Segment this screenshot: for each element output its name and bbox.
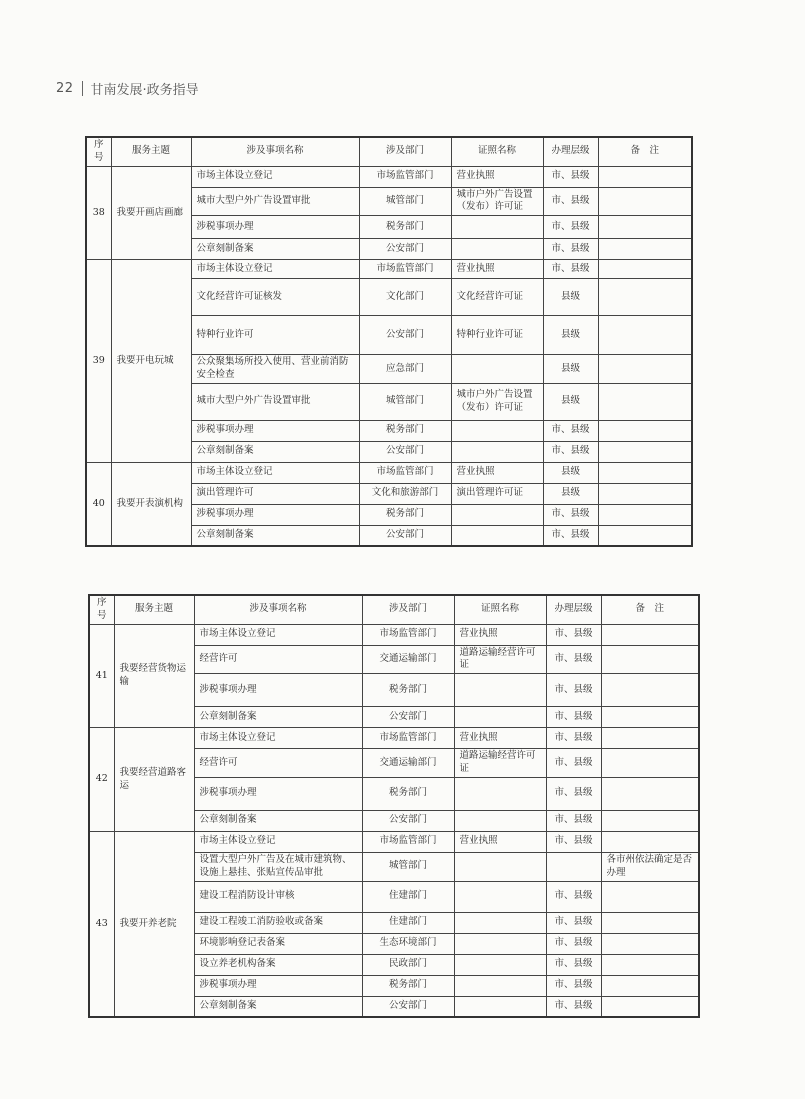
remark bbox=[601, 881, 699, 912]
license-name bbox=[454, 881, 546, 912]
item-name: 公章刻制备案 bbox=[191, 525, 359, 546]
remark bbox=[598, 525, 692, 546]
license-name: 城市户外广告设置（发布）许可证 bbox=[451, 187, 543, 216]
row-number: 40 bbox=[86, 462, 111, 546]
handling-level: 市、县级 bbox=[546, 749, 601, 778]
department: 市场监管部门 bbox=[359, 462, 451, 483]
item-name: 城市大型户外广告设置审批 bbox=[191, 187, 359, 216]
handling-level: 市、县级 bbox=[546, 777, 601, 810]
service-topic: 我要开表演机构 bbox=[111, 462, 191, 546]
page-header bbox=[56, 79, 199, 98]
department: 文化部门 bbox=[359, 279, 451, 316]
department: 应急部门 bbox=[359, 355, 451, 384]
header-col-license: 证照名称 bbox=[451, 137, 543, 166]
item-name: 市场主体设立登记 bbox=[191, 462, 359, 483]
license-name bbox=[451, 504, 543, 525]
table-row bbox=[86, 166, 692, 187]
license-name bbox=[454, 852, 546, 881]
table-row bbox=[89, 728, 699, 749]
item-name: 环境影响登记表备案 bbox=[194, 933, 362, 954]
row-number: 38 bbox=[86, 166, 111, 260]
license-name: 营业执照 bbox=[454, 624, 546, 645]
department: 税务部门 bbox=[362, 777, 454, 810]
department: 税务部门 bbox=[362, 975, 454, 996]
handling-level: 县级 bbox=[543, 316, 598, 355]
license-name bbox=[454, 674, 546, 707]
table-row bbox=[89, 831, 699, 852]
license-name bbox=[454, 810, 546, 831]
handling-level: 市、县级 bbox=[543, 525, 598, 546]
department: 市场监管部门 bbox=[362, 624, 454, 645]
license-name bbox=[451, 239, 543, 260]
service-table-1 bbox=[85, 136, 693, 547]
item-name: 公章刻制备案 bbox=[194, 996, 362, 1017]
header-col-dept: 涉及部门 bbox=[359, 137, 451, 166]
service-topic: 我要开电玩城 bbox=[111, 260, 191, 463]
department: 民政部门 bbox=[362, 954, 454, 975]
handling-level: 县级 bbox=[543, 383, 598, 420]
item-name: 演出管理许可 bbox=[191, 483, 359, 504]
header-col-item: 涉及事项名称 bbox=[194, 595, 362, 624]
handling-level: 市、县级 bbox=[546, 996, 601, 1017]
remark bbox=[598, 316, 692, 355]
license-name bbox=[454, 996, 546, 1017]
row-number: 41 bbox=[89, 624, 114, 728]
handling-level: 市、县级 bbox=[546, 624, 601, 645]
item-name: 市场主体设立登记 bbox=[194, 624, 362, 645]
license-name: 营业执照 bbox=[451, 166, 543, 187]
department: 市场监管部门 bbox=[359, 166, 451, 187]
header-col-topic: 服务主题 bbox=[114, 595, 194, 624]
license-name: 演出管理许可证 bbox=[451, 483, 543, 504]
handling-level: 市、县级 bbox=[546, 933, 601, 954]
header-col-license: 证照名称 bbox=[454, 595, 546, 624]
department: 税务部门 bbox=[359, 420, 451, 441]
item-name: 市场主体设立登记 bbox=[191, 166, 359, 187]
item-name: 市场主体设立登记 bbox=[194, 728, 362, 749]
license-name bbox=[451, 441, 543, 462]
handling-level: 市、县级 bbox=[546, 645, 601, 674]
item-name: 涉税事项办理 bbox=[191, 420, 359, 441]
handling-level bbox=[546, 852, 601, 881]
license-name: 营业执照 bbox=[454, 728, 546, 749]
item-name: 市场主体设立登记 bbox=[194, 831, 362, 852]
item-name: 经营许可 bbox=[194, 645, 362, 674]
handling-level: 市、县级 bbox=[546, 881, 601, 912]
handling-level: 市、县级 bbox=[543, 260, 598, 279]
department: 住建部门 bbox=[362, 881, 454, 912]
remark bbox=[598, 166, 692, 187]
service-topic: 我要开画店画廊 bbox=[111, 166, 191, 260]
remark bbox=[601, 624, 699, 645]
department: 公安部门 bbox=[362, 707, 454, 728]
department: 市场监管部门 bbox=[362, 831, 454, 852]
item-name: 特种行业许可 bbox=[191, 316, 359, 355]
table-header bbox=[89, 595, 699, 624]
header-col-no: 序号 bbox=[89, 595, 114, 624]
header-col-topic: 服务主题 bbox=[111, 137, 191, 166]
handling-level: 市、县级 bbox=[546, 728, 601, 749]
department: 城管部门 bbox=[359, 383, 451, 420]
department: 市场监管部门 bbox=[359, 260, 451, 279]
header-col-no: 序号 bbox=[86, 137, 111, 166]
license-name: 道路运输经营许可证 bbox=[454, 645, 546, 674]
license-name: 道路运输经营许可证 bbox=[454, 749, 546, 778]
license-name bbox=[451, 355, 543, 384]
remark bbox=[601, 674, 699, 707]
row-number: 43 bbox=[89, 831, 114, 1017]
handling-level: 市、县级 bbox=[543, 420, 598, 441]
table-body bbox=[86, 166, 692, 546]
remark bbox=[601, 810, 699, 831]
handling-level: 市、县级 bbox=[543, 187, 598, 216]
department: 税务部门 bbox=[359, 216, 451, 239]
remark bbox=[598, 279, 692, 316]
department: 交通运输部门 bbox=[362, 645, 454, 674]
handling-level: 县级 bbox=[543, 462, 598, 483]
handling-level: 市、县级 bbox=[546, 674, 601, 707]
license-name bbox=[451, 525, 543, 546]
header-col-level: 办理层级 bbox=[543, 137, 598, 166]
remark bbox=[601, 996, 699, 1017]
department: 公安部门 bbox=[359, 239, 451, 260]
remark bbox=[598, 239, 692, 260]
remark bbox=[601, 831, 699, 852]
item-name: 涉税事项办理 bbox=[191, 216, 359, 239]
remark bbox=[601, 912, 699, 933]
header-col-note: 备 注 bbox=[601, 595, 699, 624]
license-name bbox=[454, 954, 546, 975]
handling-level: 县级 bbox=[543, 355, 598, 384]
item-name: 公众聚集场所投入使用、营业前消防安全检查 bbox=[191, 355, 359, 384]
table-header bbox=[86, 137, 692, 166]
department: 城管部门 bbox=[362, 852, 454, 881]
service-topic: 我要开养老院 bbox=[114, 831, 194, 1017]
license-name: 文化经营许可证 bbox=[451, 279, 543, 316]
remark bbox=[598, 462, 692, 483]
header-col-item: 涉及事项名称 bbox=[191, 137, 359, 166]
remark bbox=[601, 777, 699, 810]
remark bbox=[598, 187, 692, 216]
item-name: 建设工程竣工消防验收或备案 bbox=[194, 912, 362, 933]
license-name bbox=[454, 933, 546, 954]
service-topic: 我要经营货物运输 bbox=[114, 624, 194, 728]
item-name: 涉税事项办理 bbox=[191, 504, 359, 525]
remark bbox=[601, 975, 699, 996]
department: 公安部门 bbox=[362, 810, 454, 831]
table-row bbox=[89, 624, 699, 645]
handling-level: 市、县级 bbox=[546, 912, 601, 933]
license-name bbox=[454, 777, 546, 810]
handling-level: 市、县级 bbox=[546, 810, 601, 831]
license-name: 营业执照 bbox=[451, 462, 543, 483]
department: 交通运输部门 bbox=[362, 749, 454, 778]
remark bbox=[598, 355, 692, 384]
table-body bbox=[89, 624, 699, 1017]
license-name bbox=[451, 216, 543, 239]
handling-level: 县级 bbox=[543, 483, 598, 504]
license-name: 营业执照 bbox=[454, 831, 546, 852]
remark bbox=[601, 749, 699, 778]
item-name: 公章刻制备案 bbox=[194, 810, 362, 831]
item-name: 文化经营许可证核发 bbox=[191, 279, 359, 316]
handling-level: 市、县级 bbox=[543, 216, 598, 239]
handling-level: 市、县级 bbox=[546, 831, 601, 852]
header-col-note: 备 注 bbox=[598, 137, 692, 166]
license-name: 特种行业许可证 bbox=[451, 316, 543, 355]
remark bbox=[598, 216, 692, 239]
row-number: 39 bbox=[86, 260, 111, 463]
item-name: 设置大型户外广告及在城市建筑物、设施上悬挂、张贴宣传品审批 bbox=[194, 852, 362, 881]
header-col-level: 办理层级 bbox=[546, 595, 601, 624]
header-divider bbox=[82, 81, 83, 96]
item-name: 市场主体设立登记 bbox=[191, 260, 359, 279]
department: 公安部门 bbox=[362, 996, 454, 1017]
handling-level: 市、县级 bbox=[546, 975, 601, 996]
department: 生态环境部门 bbox=[362, 933, 454, 954]
license-name: 营业执照 bbox=[451, 260, 543, 279]
handling-level: 市、县级 bbox=[543, 166, 598, 187]
department: 税务部门 bbox=[362, 674, 454, 707]
page-number: 22 bbox=[56, 81, 74, 96]
department: 税务部门 bbox=[359, 504, 451, 525]
department: 住建部门 bbox=[362, 912, 454, 933]
item-name: 经营许可 bbox=[194, 749, 362, 778]
remark bbox=[598, 420, 692, 441]
remark: 各市州依法确定是否办理 bbox=[601, 852, 699, 881]
row-number: 42 bbox=[89, 728, 114, 832]
license-name: 城市户外广告设置（发布）许可证 bbox=[451, 383, 543, 420]
handling-level: 市、县级 bbox=[543, 441, 598, 462]
remark bbox=[601, 707, 699, 728]
handling-level: 市、县级 bbox=[546, 954, 601, 975]
license-name bbox=[454, 912, 546, 933]
handling-level: 市、县级 bbox=[543, 239, 598, 260]
remark bbox=[601, 933, 699, 954]
remark bbox=[601, 728, 699, 749]
handling-level: 县级 bbox=[543, 279, 598, 316]
header-col-dept: 涉及部门 bbox=[362, 595, 454, 624]
item-name: 涉税事项办理 bbox=[194, 674, 362, 707]
remark bbox=[598, 383, 692, 420]
item-name: 涉税事项办理 bbox=[194, 777, 362, 810]
department: 城管部门 bbox=[359, 187, 451, 216]
item-name: 城市大型户外广告设置审批 bbox=[191, 383, 359, 420]
table-row bbox=[86, 260, 692, 279]
item-name: 建设工程消防设计审核 bbox=[194, 881, 362, 912]
department: 公安部门 bbox=[359, 441, 451, 462]
license-name bbox=[454, 975, 546, 996]
table-row bbox=[86, 462, 692, 483]
service-table-2 bbox=[88, 594, 700, 1018]
department: 市场监管部门 bbox=[362, 728, 454, 749]
section-title: 甘南发展·政务指导 bbox=[90, 83, 199, 98]
item-name: 设立养老机构备案 bbox=[194, 954, 362, 975]
item-name: 涉税事项办理 bbox=[194, 975, 362, 996]
remark bbox=[601, 954, 699, 975]
department: 公安部门 bbox=[359, 316, 451, 355]
license-name bbox=[454, 707, 546, 728]
handling-level: 市、县级 bbox=[543, 504, 598, 525]
department: 文化和旅游部门 bbox=[359, 483, 451, 504]
item-name: 公章刻制备案 bbox=[191, 441, 359, 462]
item-name: 公章刻制备案 bbox=[194, 707, 362, 728]
service-topic: 我要经营道路客运 bbox=[114, 728, 194, 832]
handling-level: 市、县级 bbox=[546, 707, 601, 728]
item-name: 公章刻制备案 bbox=[191, 239, 359, 260]
license-name bbox=[451, 420, 543, 441]
remark bbox=[598, 260, 692, 279]
remark bbox=[598, 504, 692, 525]
remark bbox=[598, 483, 692, 504]
remark bbox=[601, 645, 699, 674]
remark bbox=[598, 441, 692, 462]
department: 公安部门 bbox=[359, 525, 451, 546]
